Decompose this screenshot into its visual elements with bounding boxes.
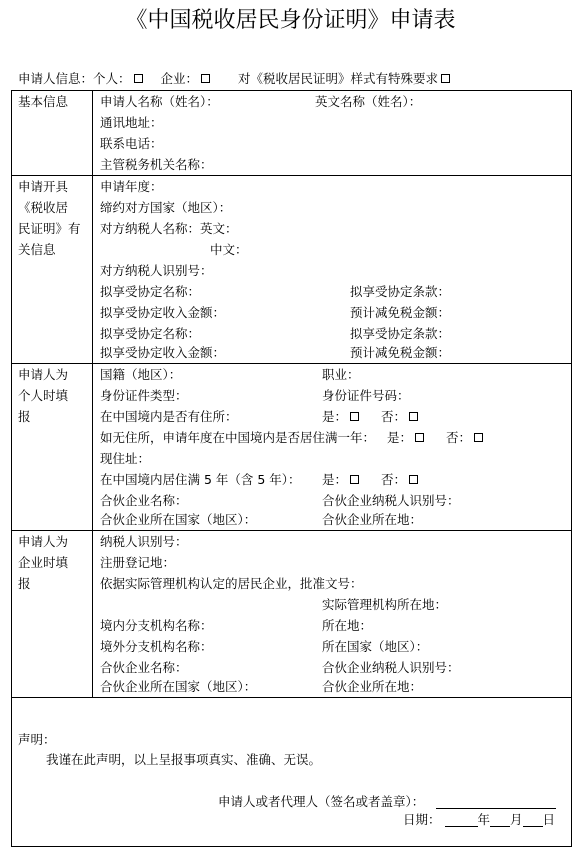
counterpart-name-cn-field[interactable]: 中文： xyxy=(210,242,248,257)
form-title: 《中国税收居民身份证明》申请表 xyxy=(125,8,456,33)
date-label: 日期： xyxy=(403,812,441,827)
section-label-company-1: 申请人为 xyxy=(18,534,69,549)
five-years-options xyxy=(322,473,418,487)
partner-country-field[interactable]: 合伙企业所在国家（地区）： xyxy=(100,679,257,694)
section-label-personal-2: 个人时填 xyxy=(18,388,69,403)
no-residence-label: 如无住所，申请年度在中国境内是否居住满一年： xyxy=(100,430,376,445)
yes-checkbox[interactable] xyxy=(350,412,359,421)
current-address-field[interactable]: 现住址： xyxy=(100,451,151,466)
year-blank[interactable] xyxy=(445,816,478,827)
treaty-income-field[interactable]: 拟享受协定收入金额： xyxy=(100,305,226,320)
section-label-basic: 基本信息 xyxy=(18,94,69,109)
day-label: 日 xyxy=(542,812,556,827)
counterpart-taxid-field[interactable]: 对方纳税人识别号： xyxy=(100,263,213,278)
partner-name-field[interactable]: 合伙企业名称： xyxy=(100,493,188,508)
no-label: 否： xyxy=(381,409,407,424)
tax-office-field[interactable]: 主管税务机关名称： xyxy=(100,157,213,172)
five-years-label: 在中国境内居住满 5 年（含 5 年）： xyxy=(100,472,301,487)
treaty-name-field[interactable]: 拟享受协定名称： xyxy=(100,284,201,299)
company-checkbox[interactable] xyxy=(201,74,210,83)
counterpart-name-en-field[interactable]: 对方纳税人名称：英文： xyxy=(100,221,238,236)
table-border-right xyxy=(571,90,572,847)
signer-label: 申请人或者代理人（签名或者盖章）： xyxy=(218,794,425,809)
company-taxid-field[interactable]: 纳税人识别号： xyxy=(100,534,188,549)
no-label: 否： xyxy=(446,430,472,445)
occupation-field[interactable]: 职业： xyxy=(322,367,360,382)
address-field[interactable]: 通讯地址： xyxy=(100,115,163,130)
declaration-text: 我谨在此声明，以上呈报事项真实、准确、无误。 xyxy=(46,752,322,767)
month-blank[interactable] xyxy=(490,816,510,827)
applicant-info-label: 申请人信息：个人： xyxy=(18,71,131,86)
date-row xyxy=(403,813,555,827)
treaty-reduction-field[interactable]: 预计减免税金额： xyxy=(350,305,451,320)
id-number-field[interactable]: 身份证件号码： xyxy=(322,388,410,403)
application-year-field[interactable]: 申请年度： xyxy=(100,179,163,194)
no-checkbox[interactable] xyxy=(474,433,483,442)
section-label-personal-3: 报 xyxy=(18,409,31,424)
company-label: 企业： xyxy=(160,71,199,86)
declaration-label: 声明： xyxy=(18,732,56,747)
signature-line[interactable] xyxy=(436,798,556,809)
no-checkbox[interactable] xyxy=(409,412,418,421)
month-label: 月 xyxy=(510,812,523,827)
nationality-field[interactable]: 国籍（地区）： xyxy=(100,367,182,382)
table-border-left xyxy=(11,90,12,847)
mgmt-location-field[interactable]: 实际管理机构所在地： xyxy=(322,597,448,612)
table-border-bottom xyxy=(11,846,572,847)
has-residence-label: 在中国境内是否有住所： xyxy=(100,409,238,424)
yes-label: 是： xyxy=(322,409,348,424)
section-label-cert-1: 申请开具 xyxy=(18,179,69,194)
yes-checkbox[interactable] xyxy=(350,475,359,484)
no-label: 否： xyxy=(381,472,407,487)
treaty-name-field[interactable]: 拟享受协定名称： xyxy=(100,326,201,341)
applicant-type-row xyxy=(18,72,450,86)
section-label-cert-4: 关信息 xyxy=(18,242,56,257)
partner-country-field[interactable]: 合伙企业所在国家（地区）： xyxy=(100,512,257,527)
treaty-clause-field[interactable]: 拟享受协定条款： xyxy=(350,284,451,299)
format-requirement-checkbox[interactable] xyxy=(441,74,450,83)
section-label-personal-1: 申请人为 xyxy=(18,367,69,382)
id-type-field[interactable]: 身份证件类型： xyxy=(100,388,188,403)
partner-name-field[interactable]: 合伙企业名称： xyxy=(100,660,188,675)
table-border-top xyxy=(11,90,572,91)
branch-country-field[interactable]: 所在国家（地区）： xyxy=(322,639,429,654)
section-label-company-3: 报 xyxy=(18,576,31,591)
divider xyxy=(11,697,572,698)
no-checkbox[interactable] xyxy=(409,475,418,484)
treaty-country-field[interactable]: 缔约对方国家（地区）： xyxy=(100,200,232,215)
treaty-income-field[interactable]: 拟享受协定收入金额： xyxy=(100,345,226,360)
treaty-reduction-field[interactable]: 预计减免税金额： xyxy=(350,345,451,360)
has-residence-options xyxy=(322,410,418,424)
yes-label: 是： xyxy=(387,430,413,445)
applicant-name-field[interactable]: 申请人名称（姓名）： xyxy=(100,94,219,109)
divider xyxy=(11,363,572,364)
section-label-company-2: 企业时填 xyxy=(18,555,69,570)
registration-address-field[interactable]: 注册登记地： xyxy=(100,555,176,570)
branch-location-field[interactable]: 所在地： xyxy=(322,618,373,633)
no-residence-row xyxy=(100,431,483,445)
partner-taxid-field[interactable]: 合伙企业纳税人识别号： xyxy=(322,660,460,675)
format-requirement-label: 对《税收居民证明》样式有特殊要求 xyxy=(238,71,439,86)
foreign-branch-field[interactable]: 境外分支机构名称： xyxy=(100,639,213,654)
effective-mgmt-field[interactable]: 依据实际管理机构认定的居民企业，批准文号： xyxy=(100,576,363,591)
partner-taxid-field[interactable]: 合伙企业纳税人识别号： xyxy=(322,493,460,508)
signature-row xyxy=(218,795,556,809)
divider xyxy=(11,175,572,176)
domestic-branch-field[interactable]: 境内分支机构名称： xyxy=(100,618,213,633)
day-blank[interactable] xyxy=(523,816,543,827)
treaty-clause-field[interactable]: 拟享受协定条款： xyxy=(350,326,451,341)
year-label: 年 xyxy=(477,812,491,827)
divider xyxy=(11,530,572,531)
partner-location-field[interactable]: 合伙企业所在地： xyxy=(322,512,423,527)
yes-label: 是： xyxy=(322,472,348,487)
individual-checkbox[interactable] xyxy=(134,74,143,83)
english-name-field[interactable]: 英文名称（姓名）： xyxy=(315,94,422,109)
section-label-cert-2: 《税收居 xyxy=(18,200,69,215)
section-label-cert-3: 民证明》有 xyxy=(18,221,81,236)
phone-field[interactable]: 联系电话： xyxy=(100,136,163,151)
column-divider xyxy=(92,90,93,697)
partner-location-field[interactable]: 合伙企业所在地： xyxy=(322,679,423,694)
yes-checkbox[interactable] xyxy=(415,433,424,442)
